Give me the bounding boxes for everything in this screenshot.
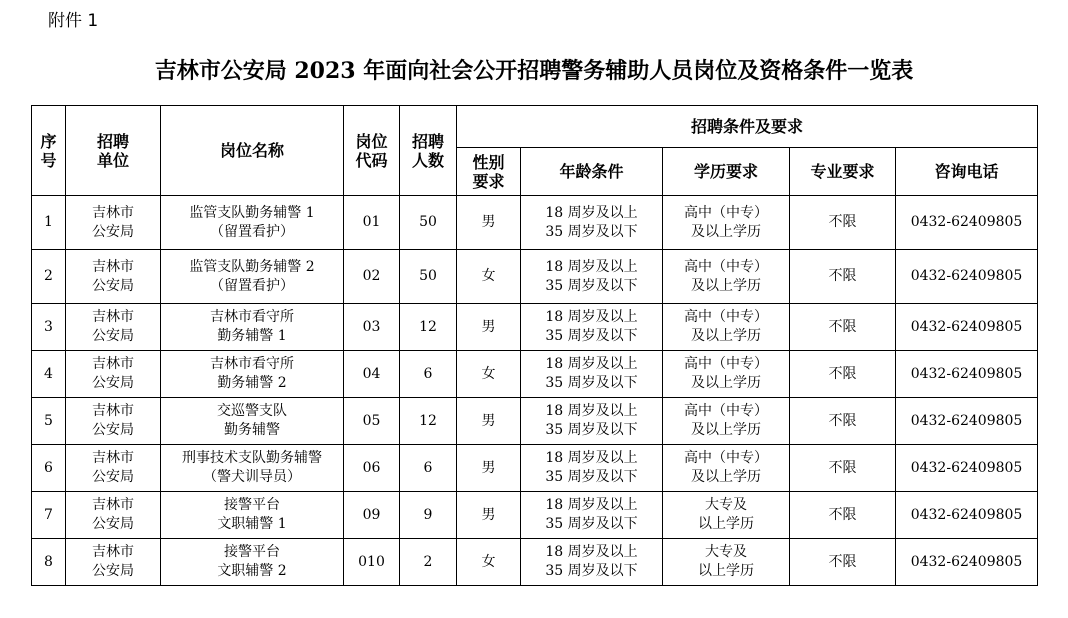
table-row	[32, 250, 1038, 304]
cell-age: 18 周岁及以上 35 周岁及以下	[521, 492, 663, 539]
document-title: 吉林市公安局 2023 年面向社会公开招聘警务辅助人员岗位及资格条件一览表	[154, 58, 914, 84]
recruitment-table	[31, 105, 1038, 586]
cell-education: 高中（中专） 及以上学历	[663, 351, 790, 398]
cell-major: 不限	[790, 304, 896, 351]
header-education: 学历要求	[663, 148, 790, 196]
header-post-code: 岗位 代码	[344, 106, 400, 196]
cell-gender: 女	[457, 351, 521, 398]
cell-seq: 1	[32, 196, 66, 250]
cell-unit: 吉林市 公安局	[66, 351, 161, 398]
cell-age: 18 周岁及以上 35 周岁及以下	[521, 351, 663, 398]
table-row	[32, 398, 1038, 445]
cell-major: 不限	[790, 445, 896, 492]
cell-post-name: 接警平台 文职辅警 2	[161, 539, 344, 586]
cell-post-code: 02	[344, 250, 400, 304]
table-row	[32, 492, 1038, 539]
cell-seq: 5	[32, 398, 66, 445]
cell-post-name: 吉林市看守所 勤务辅警 1	[161, 304, 344, 351]
cell-phone: 0432-62409805	[896, 539, 1038, 586]
cell-post-code: 05	[344, 398, 400, 445]
header-post-name: 岗位名称	[161, 106, 344, 196]
cell-post-name: 交巡警支队 勤务辅警	[161, 398, 344, 445]
cell-age: 18 周岁及以上 35 周岁及以下	[521, 445, 663, 492]
cell-post-name: 接警平台 文职辅警 1	[161, 492, 344, 539]
cell-post-name: 监管支队勤务辅警 1 （留置看护）	[161, 196, 344, 250]
cell-education: 高中（中专） 及以上学历	[663, 445, 790, 492]
cell-post-name: 刑事技术支队勤务辅警 （警犬训导员）	[161, 445, 344, 492]
cell-gender: 男	[457, 196, 521, 250]
cell-major: 不限	[790, 398, 896, 445]
cell-unit: 吉林市 公安局	[66, 304, 161, 351]
cell-gender: 女	[457, 539, 521, 586]
header-age: 年龄条件	[521, 148, 663, 196]
header-row-1	[32, 106, 1038, 148]
cell-seq: 2	[32, 250, 66, 304]
cell-education: 高中（中专） 及以上学历	[663, 196, 790, 250]
table-row	[32, 539, 1038, 586]
cell-age: 18 周岁及以上 35 周岁及以下	[521, 539, 663, 586]
cell-age: 18 周岁及以上 35 周岁及以下	[521, 398, 663, 445]
cell-phone: 0432-62409805	[896, 250, 1038, 304]
cell-education: 高中（中专） 及以上学历	[663, 250, 790, 304]
cell-phone: 0432-62409805	[896, 196, 1038, 250]
cell-count: 6	[400, 445, 457, 492]
cell-seq: 7	[32, 492, 66, 539]
cell-unit: 吉林市 公安局	[66, 445, 161, 492]
cell-post-code: 06	[344, 445, 400, 492]
cell-count: 12	[400, 304, 457, 351]
cell-gender: 男	[457, 398, 521, 445]
header-count: 招聘 人数	[400, 106, 457, 196]
cell-unit: 吉林市 公安局	[66, 492, 161, 539]
cell-seq: 6	[32, 445, 66, 492]
cell-major: 不限	[790, 492, 896, 539]
cell-phone: 0432-62409805	[896, 304, 1038, 351]
header-unit: 招聘 单位	[66, 106, 161, 196]
header-seq: 序 号	[32, 106, 66, 196]
cell-post-code: 09	[344, 492, 400, 539]
cell-count: 2	[400, 539, 457, 586]
header-major: 专业要求	[790, 148, 896, 196]
cell-phone: 0432-62409805	[896, 492, 1038, 539]
cell-post-code: 010	[344, 539, 400, 586]
cell-count: 12	[400, 398, 457, 445]
cell-age: 18 周岁及以上 35 周岁及以下	[521, 304, 663, 351]
table-row	[32, 196, 1038, 250]
table-row	[32, 445, 1038, 492]
cell-unit: 吉林市 公安局	[66, 539, 161, 586]
cell-age: 18 周岁及以上 35 周岁及以下	[521, 196, 663, 250]
cell-education: 高中（中专） 及以上学历	[663, 304, 790, 351]
cell-gender: 女	[457, 250, 521, 304]
cell-major: 不限	[790, 351, 896, 398]
cell-unit: 吉林市 公安局	[66, 250, 161, 304]
cell-count: 50	[400, 250, 457, 304]
cell-age: 18 周岁及以上 35 周岁及以下	[521, 250, 663, 304]
table-body	[32, 196, 1038, 586]
cell-education: 大专及 以上学历	[663, 492, 790, 539]
cell-phone: 0432-62409805	[896, 398, 1038, 445]
cell-gender: 男	[457, 445, 521, 492]
cell-major: 不限	[790, 539, 896, 586]
cell-post-name: 监管支队勤务辅警 2 （留置看护）	[161, 250, 344, 304]
cell-count: 50	[400, 196, 457, 250]
cell-count: 9	[400, 492, 457, 539]
cell-post-code: 01	[344, 196, 400, 250]
cell-count: 6	[400, 351, 457, 398]
cell-seq: 4	[32, 351, 66, 398]
header-conditions-group: 招聘条件及要求	[457, 106, 1038, 148]
cell-education: 高中（中专） 及以上学历	[663, 398, 790, 445]
table-row	[32, 304, 1038, 351]
cell-seq: 3	[32, 304, 66, 351]
cell-phone: 0432-62409805	[896, 445, 1038, 492]
attachment-label: 附件 1	[48, 11, 99, 31]
header-gender: 性别 要求	[457, 148, 521, 196]
table-row	[32, 351, 1038, 398]
cell-gender: 男	[457, 304, 521, 351]
cell-major: 不限	[790, 250, 896, 304]
cell-major: 不限	[790, 196, 896, 250]
cell-unit: 吉林市 公安局	[66, 196, 161, 250]
cell-phone: 0432-62409805	[896, 351, 1038, 398]
cell-gender: 男	[457, 492, 521, 539]
cell-unit: 吉林市 公安局	[66, 398, 161, 445]
cell-post-code: 03	[344, 304, 400, 351]
cell-education: 大专及 以上学历	[663, 539, 790, 586]
cell-post-code: 04	[344, 351, 400, 398]
header-phone: 咨询电话	[896, 148, 1038, 196]
cell-post-name: 吉林市看守所 勤务辅警 2	[161, 351, 344, 398]
cell-seq: 8	[32, 539, 66, 586]
